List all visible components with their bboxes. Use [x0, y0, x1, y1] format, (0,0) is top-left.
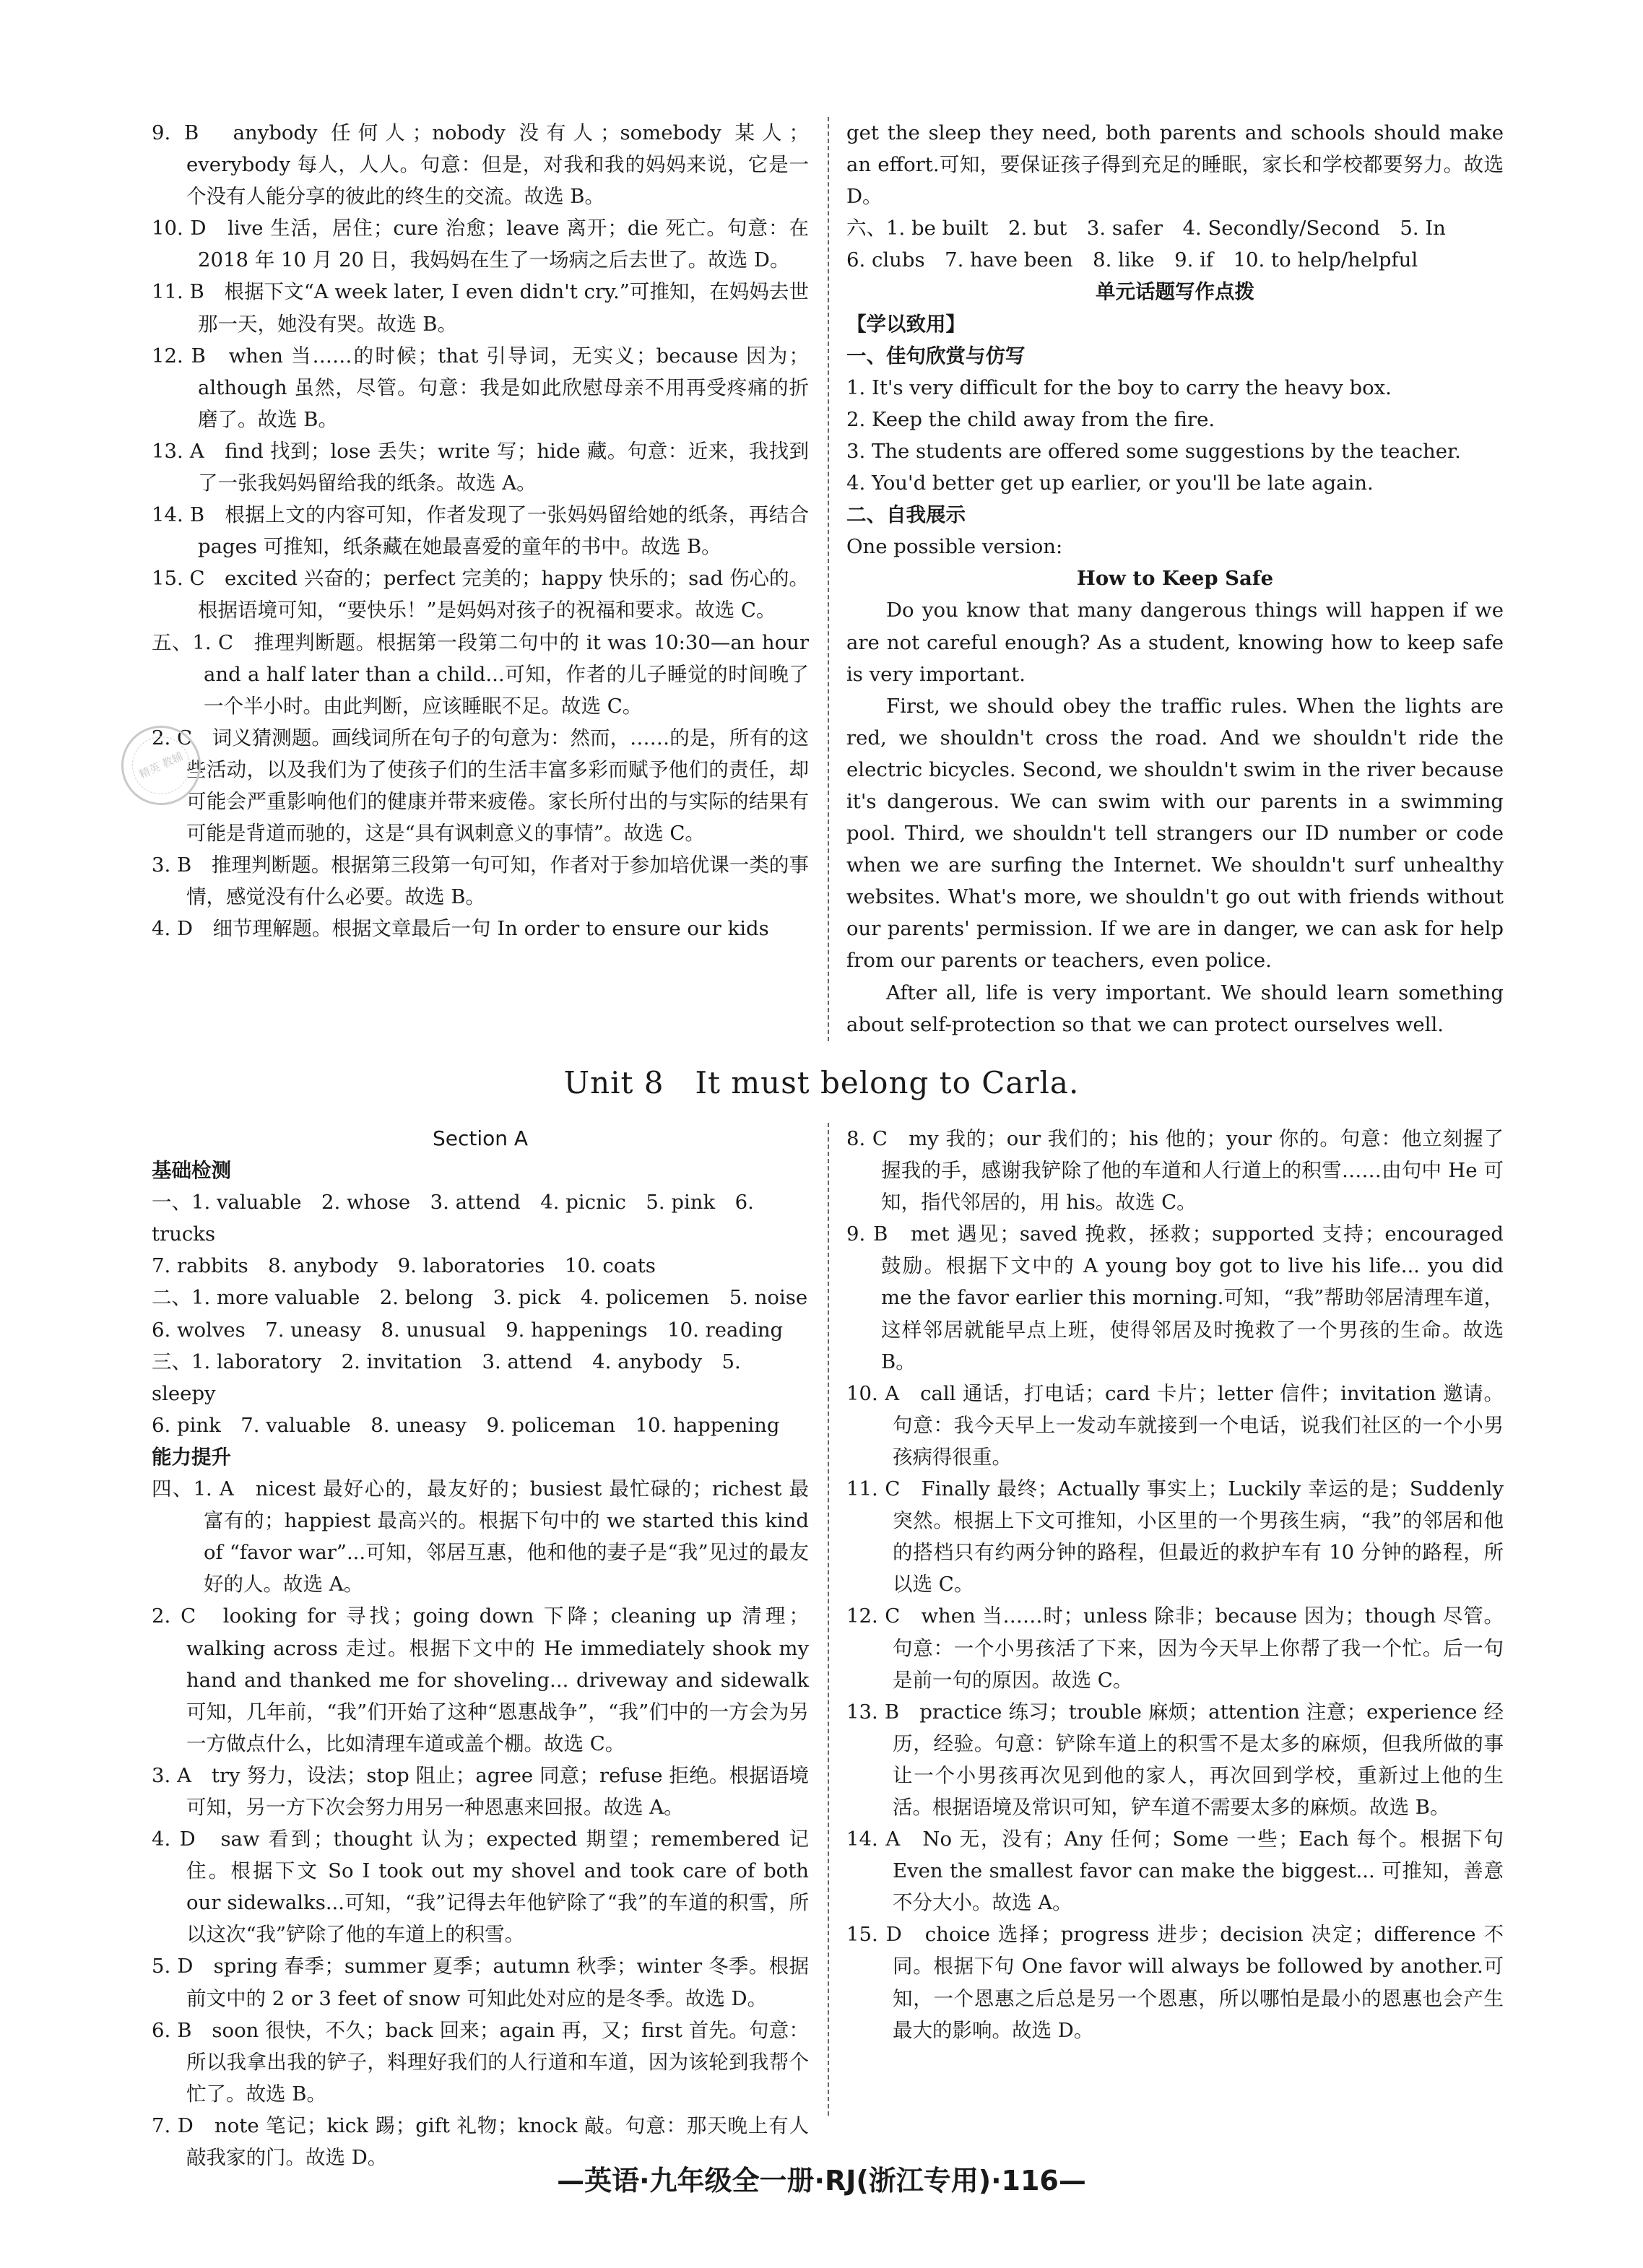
answer-item: 2. C looking for 寻找；going down 下降；cleaning up 清理；walking across 走过。根据下文中的 He immediately shook my hand and thanked me for shoveling... driveway and sidewalk 可知，几年前，“我”们开始了这种“恩惠战争”，“我”们中的一方会为另一方做点什么，比如清理车道或盖个棚。故选 C。 — [152, 1604, 809, 1755]
basic-line: 二、1. more valuable 2. belong 3. pick 4. policemen 5. noise — [152, 1286, 808, 1310]
answer-item: 四、1. A nicest 最好心的，最友好的；busiest 最忙碌的；richest 最富有的；happiest 最高兴的。根据下句中的 we started this kind of “favor war”...可知，邻居互惠，他和他的妻子是“我”见过的最友好的人。故选 A。 — [152, 1477, 809, 1596]
answer-item: 9. B met 遇见；saved 挽救，拯救；supported 支持；encouraged 鼓励。根据下文中的 A young boy got to live his life... you did me the favor earlier this morning.可知，“我”帮助邻居清理车道，这样邻居就能早点上班，使得邻居及时挽救了一个男孩的生命。故选 B。 — [846, 1222, 1504, 1373]
answer-item: 14. A No 无，没有；Any 任何；Some 一些；Each 每个。根据下句 Even the smallest favor can make the biggest... 可推知，善意不分大小。故选 A。 — [846, 1828, 1504, 1915]
ability-heading: 能力提升 — [152, 1445, 231, 1469]
answer-item: 10. D live 生活，居住；cure 治愈；leave 离开；die 死亡。句意：在 2018 年 10 月 20 日，我妈妈在生了一场病之后去世了。故选 D。 — [152, 217, 809, 272]
sentence-item: 1. It's very difficult for the boy to carry the heavy box. — [846, 375, 1392, 399]
stamp-text: 精英 教辅 — [136, 750, 186, 781]
section-six-line: 6. clubs 7. have been 8. like 9. if 10. to help/helpful — [846, 248, 1418, 272]
basic-line: 6. wolves 7. uneasy 8. unusual 9. happenings 10. reading — [152, 1318, 784, 1342]
bottom-left-column — [152, 1123, 809, 2173]
answer-item: 15. D choice 选择；progress 进步；decision 决定；difference 不同。根据下句 One favor will always be followed by another.可知，一个恩惠之后总是另一个恩惠，所以哪怕是最小的恩惠也会产生最大的影响。故选 D。 — [846, 1923, 1504, 2042]
answer-item: 4. D 细节理解题。根据文章最后一句 In order to ensure our kids — [152, 917, 769, 941]
basic-line: 三、1. laboratory 2. invitation 3. attend 4. anybody 5. sleepy — [152, 1350, 741, 1405]
subheading: 【学以致用】 — [846, 312, 966, 336]
version-label: One possible version: — [846, 535, 1063, 559]
answer-item: 4. D saw 看到；thought 认为；expected 期望；remembered 记住。根据下文 So I took out my shovel and took care of both our sidewalks...可知，“我”记得去年他铲除了“我”的车道的积雪，所以这次“我”铲除了他的车道上的积雪。 — [152, 1828, 809, 1947]
answer-item: 11. C Finally 最终；Actually 事实上；Luckily 幸运的是；Suddenly 突然。根据上下文可推知，小区里的一个男孩生病，“我”的邻居和他的搭档只有约两分钟的路程，但最近的救护车有 10 分钟的路程，所以选 C。 — [846, 1477, 1504, 1596]
basic-line: 一、1. valuable 2. whose 3. attend 4. picnic 5. pink 6. trucks — [152, 1191, 754, 1246]
basic-line: 6. pink 7. valuable 8. uneasy 9. policeman 10. happening — [152, 1413, 780, 1437]
answer-item: 11. B 根据下文“A week later, I even didn't cry.”可推知，在妈妈去世那一天，她没有哭。故选 B。 — [152, 280, 809, 336]
answer-item: 13. A find 找到；lose 丢失；write 写；hide 藏。句意：近来，我找到了一张我妈妈留给我的纸条。故选 A。 — [152, 439, 809, 495]
answer-item: 14. B 根据上文的内容可知，作者发现了一张妈妈留给她的纸条，再结合 pages 可推知，纸条藏在她最喜爱的童年的书中。故选 B。 — [152, 503, 809, 559]
essay-paragraph: First, we should obey the traffic rules. When the lights are red, we shouldn't cross the road. And we shouldn't ride the electric bicycles. Second, we shouldn't swim in the river because it's dangerous. We can swim with our parents in a swimming pool. Third, we shouldn't tell strangers our ID number or code when we are surfing the Internet. We shouldn't surf unhealthy websites. What's more, we shouldn't go out with friends without our parents' permission. If we are in danger, we can ask for help from our parents or teachers, even police. — [846, 694, 1504, 973]
answer-item: 3. A try 努力，设法；stop 阻止；agree 同意；refuse 拒绝。根据语境可知，另一方下次会努力用另一种恩惠来回报。故选 A。 — [152, 1763, 809, 1819]
answer-item: 7. D note 笔记；kick 踢；gift 礼物；knock 敲。句意：那天晚上有人敲我家的门。故选 D。 — [152, 2113, 809, 2169]
essay-paragraph: After all, life is very important. We should learn something about self-protection so that we can protect ourselves well. — [846, 981, 1504, 1036]
sentence-item: 3. The students are offered some suggestions by the teacher. — [846, 439, 1461, 463]
top-right-column — [846, 117, 1504, 1040]
page-footer: —英语·九年级全一册·RJ(浙江专用)·116— — [557, 2165, 1086, 2197]
section-title: Section A — [432, 1126, 529, 1150]
section-six-line: 六、1. be built 2. but 3. safer 4. Secondly/Second 5. In — [846, 217, 1446, 240]
column-divider — [828, 1123, 829, 2116]
answer-item: 2. C 词义猜测题。画线词所在句子的句意为：然而，……的是，所有的这些活动，以及我们为了使孩子们的生活丰富多彩而赋予他们的责任，却可能会严重影响他们的健康并带来疲倦。家长所付出的与实际的结果有可能是背道而驰的，这是“具有讽刺意义的事情”。故选 C。 — [152, 726, 809, 846]
answer-item: 12. C when 当……时；unless 除非；because 因为；though 尽管。句意：一个小男孩活了下来，因为今天早上你帮了我一个忙。后一句是前一句的原因。故选 C。 — [846, 1604, 1504, 1692]
answer-item: 五、1. C 推理判断题。根据第一段第二句中的 it was 10:30—an hour and a half later than a child...可知，作者的儿子睡觉的时间晚了一个半小时。由此判断，应该睡眠不足。故选 C。 — [152, 630, 809, 718]
basic-heading: 基础检测 — [152, 1159, 231, 1183]
bottom-right-column — [846, 1123, 1504, 2046]
part-heading: 一、佳句欣赏与仿写 — [846, 344, 1026, 368]
answer-item: 5. D spring 春季；summer 夏季；autumn 秋季；winter 冬季。根据前文中的 2 or 3 feet of snow 可知此处对应的是冬季。故选 D。 — [152, 1955, 809, 2010]
basic-line: 7. rabbits 8. anybody 9. laboratories 10. coats — [152, 1254, 656, 1278]
answer-item: 12. B when 当……的时候；that 引导词，无实义；because 因为；although 虽然，尽管。句意：我是如此欣慰母亲不用再受疼痛的折磨了。故选 B。 — [152, 344, 809, 431]
answer-item: 8. C my 我的；our 我们的；his 他的；your 你的。句意：他立刻握了握我的手，感谢我铲除了他的车道和人行道上的积雪……由句中 He 可知，指代邻居的，用 his。故选 C。 — [846, 1127, 1504, 1215]
essay-paragraph: Do you know that many dangerous things will happen if we are not careful enough? As a student, knowing how to keep safe is very important. — [846, 599, 1504, 686]
sentence-item: 2. Keep the child away from the fire. — [846, 407, 1215, 431]
writing-heading: 单元话题写作点拨 — [1096, 280, 1254, 304]
part-heading: 二、自我展示 — [846, 503, 966, 527]
answer-item: 15. C excited 兴奋的；perfect 完美的；happy 快乐的；sad 伤心的。根据语境可知，“要快乐！”是妈妈对孩子的祝福和要求。故选 C。 — [152, 567, 809, 622]
answer-item: 10. A call 通话，打电话；card 卡片；letter 信件；invitation 邀请。句意：我今天早上一发动车就接到一个电话，说我们社区的一个小男孩病得很重。 — [846, 1381, 1504, 1469]
unit-title: Unit 8 It must belong to Carla. — [563, 1065, 1080, 1100]
sentence-item: 4. You'd better get up earlier, or you'll be late again. — [846, 472, 1374, 495]
answer-continuation: get the sleep they need, both parents and schools should make an effort.可知，要保证孩子得到充足的睡眠，家长和学校都要努力。故选 D。 — [846, 121, 1504, 209]
essay-title: How to Keep Safe — [1076, 567, 1274, 591]
answer-item: 9. B anybody 任何人；nobody 没有人；somebody 某人；everybody 每人，人人。句意：但是，对我和我的妈妈来说，它是一个没有人能分享的彼此的终生的交流。故选 B。 — [152, 121, 809, 209]
answer-item: 13. B practice 练习；trouble 麻烦；attention 注意；experience 经历，经验。句意：铲除车道上的积雪不是太多的麻烦，但我所做的事让一个小男孩再次见到他的家人，再次回到学校，重新过上他的生活。根据语境及常识可知，铲车道不需要太多的麻烦。故选 B。 — [846, 1700, 1504, 1819]
answer-item: 3. B 推理判断题。根据第三段第一句可知，作者对于参加培优课一类的事情，感觉没有什么必要。故选 B。 — [152, 853, 809, 909]
answer-item: 6. B soon 很快，不久；back 回来；again 再，又；first 首先。句意：所以我拿出我的铲子，料理好我们的人行道和车道，因为该轮到我帮个忙了。故选 B。 — [152, 2018, 809, 2106]
column-divider — [828, 117, 829, 1041]
top-left-column — [152, 117, 809, 944]
